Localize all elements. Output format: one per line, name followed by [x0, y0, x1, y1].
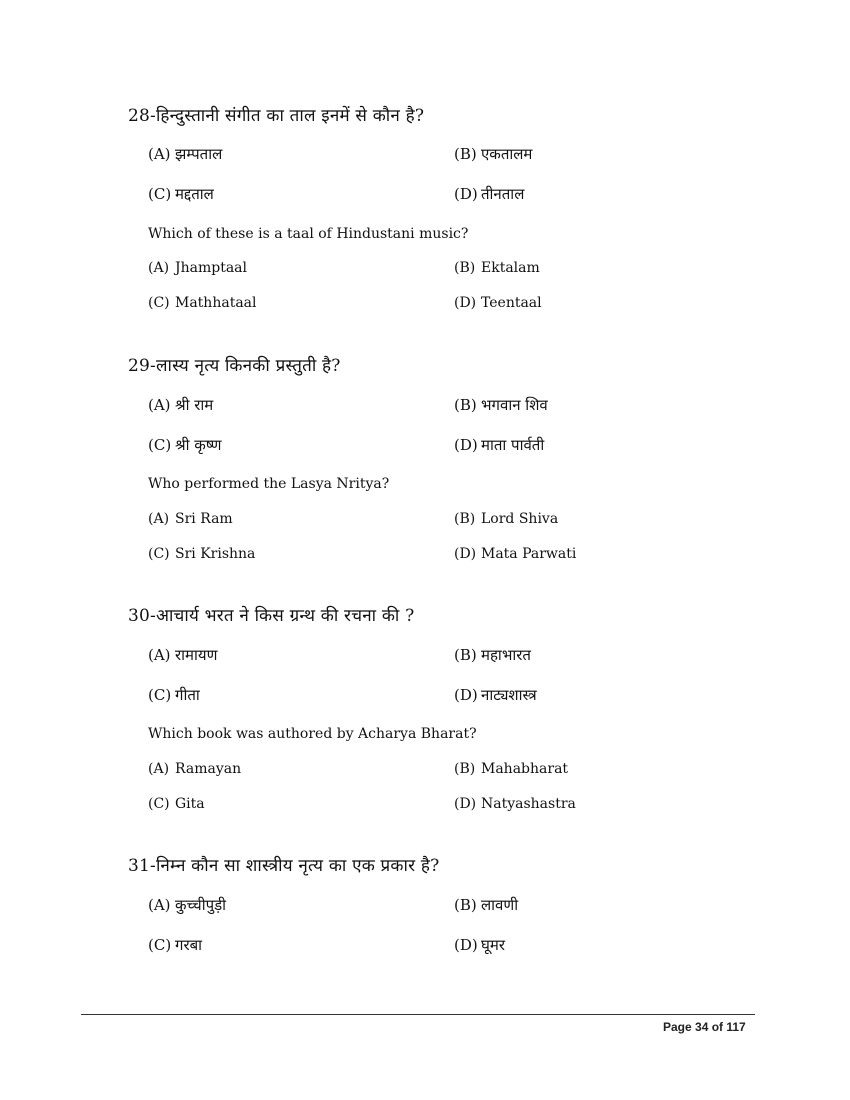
q31-hi-option-b: (B) लावणी: [454, 896, 519, 914]
q30-en-option-d: (D) Natyashastra: [454, 796, 576, 812]
q30-en-option-a: (A) Ramayan: [148, 761, 242, 777]
q31-hi-option-d: (D) घूमर: [454, 936, 505, 954]
q29-en-option-a: (A) Sri Ram: [148, 511, 233, 527]
q29-hi-option-c: (C) श्री कृष्ण: [148, 436, 222, 454]
question-30-hindi: 30-आचार्य भरत ने किस ग्रन्थ की रचना की ?: [128, 606, 415, 626]
q30-hi-option-d: (D) नाट्यशास्त्र: [454, 686, 537, 704]
q30-en-option-c: (C) Gita: [148, 796, 205, 812]
q28-en-option-a: (A) Jhamptaal: [148, 260, 248, 276]
question-29-hindi: 29-लास्य नृत्य किनकी प्रस्तुती है?: [128, 356, 341, 376]
question-28-english: Which of these is a taal of Hindustani music?: [148, 226, 469, 242]
q29-hi-option-b: (B) भगवान शिव: [454, 396, 548, 414]
q28-hi-option-a: (A) झम्पताल: [148, 145, 223, 163]
q28-hi-option-c: (C) मद्दताल: [148, 185, 214, 203]
q28-en-option-c: (C) Mathhataal: [148, 295, 257, 311]
q30-en-option-b: (B) Mahabharat: [454, 761, 569, 777]
q29-en-option-b: (B) Lord Shiva: [454, 511, 559, 527]
q30-hi-option-b: (B) महाभारत: [454, 646, 531, 664]
q29-en-option-c: (C) Sri Krishna: [148, 546, 256, 562]
q31-hi-option-c: (C) गरबा: [148, 936, 203, 954]
q30-hi-option-a: (A) रामायण: [148, 646, 218, 664]
q28-hi-option-b: (B) एकतालम: [454, 145, 533, 163]
q30-hi-option-c: (C) गीता: [148, 686, 200, 704]
question-29-english: Who performed the Lasya Nritya?: [148, 476, 390, 492]
q28-en-option-b: (B) Ektalam: [454, 260, 540, 276]
q29-hi-option-d: (D) माता पार्वती: [454, 436, 545, 454]
q29-en-option-d: (D) Mata Parwati: [454, 546, 577, 562]
footer-divider: [81, 1014, 755, 1015]
q28-hi-option-d: (D) तीनताल: [454, 185, 525, 203]
q31-hi-option-a: (A) कुच्चीपुड़ी: [148, 896, 227, 914]
page-number: Page 34 of 117: [663, 1020, 746, 1034]
q29-hi-option-a: (A) श्री राम: [148, 396, 214, 414]
question-28-hindi: 28-हिन्दुस्तानी संगीत का ताल इनमें से कौन है?: [128, 106, 425, 126]
q28-en-option-d: (D) Teentaal: [454, 295, 542, 311]
question-31-hindi: 31-निम्न कौन सा शास्त्रीय नृत्य का एक प्रकार है?: [128, 856, 440, 876]
question-30-english: Which book was authored by Acharya Bharat?: [148, 726, 477, 742]
